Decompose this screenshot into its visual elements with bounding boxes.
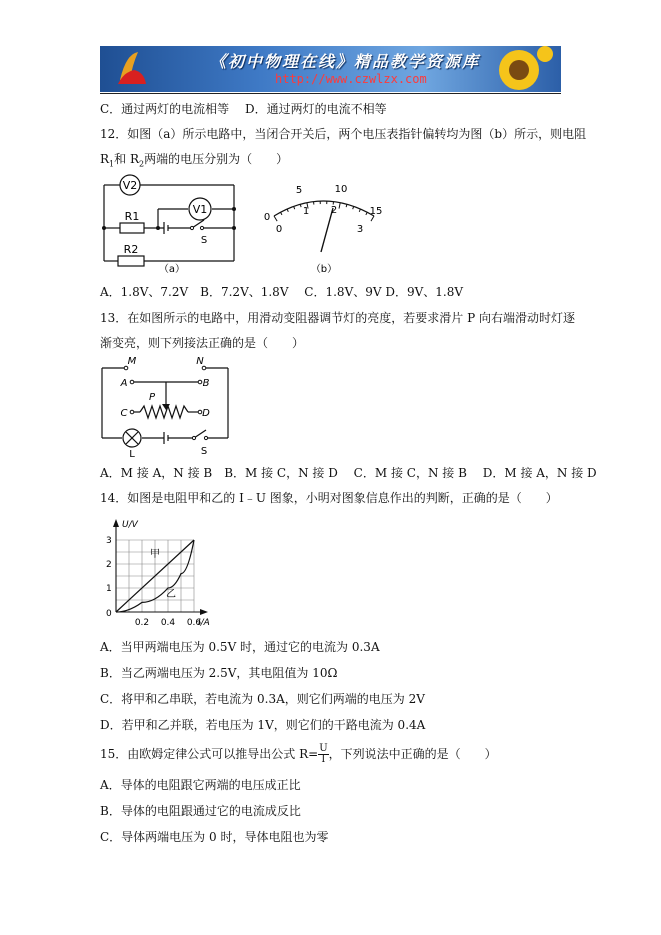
fraction-u-over-i: $\frac{U}{I}$ <box>319 743 328 765</box>
x-tick-label: 0.6 <box>186 618 202 628</box>
q12-stem-line1: 12．如图（a）所示电路中，当闭合开关后，两个电压表指针偏转均为图（b）所示，则电阻 <box>100 127 587 141</box>
series-yi-label: 乙 <box>166 589 176 600</box>
slider-p-label: P <box>148 392 156 403</box>
header-rule <box>100 93 561 94</box>
y-tick-label: 3 <box>106 536 112 546</box>
meter-tick <box>287 209 288 212</box>
q14-option-d: D．若甲和乙并联，若电压为 1V，则它们的干路电流为 0.4A <box>100 718 426 732</box>
rheostat-circuit-diagram <box>100 354 235 459</box>
logo-icon <box>116 50 148 88</box>
q15-stem: 15．由欧姆定律公式可以推导出公式 R= $\frac{U}{I}$ ，下列说法中正确的是（ ） <box>100 743 497 765</box>
bottom-tick-0: 0 <box>275 224 283 235</box>
q13-stem-line2: 渐变亮，则下列接法正确的是（ ） <box>100 336 305 350</box>
sunflower-icon <box>479 46 553 92</box>
terminal-m-label: M <box>127 356 137 367</box>
y-axis-label: U/V <box>122 520 138 530</box>
figure-a-caption: （a） <box>158 264 186 275</box>
circuit-diagram-a <box>100 173 245 275</box>
meter-tick <box>274 216 277 221</box>
switch-s-label: S <box>200 235 208 246</box>
q15-option-a: A．导体的电阻跟它两端的电压成正比 <box>100 778 301 792</box>
bottom-tick-1: 1 <box>302 206 310 217</box>
terminal-d-label: D <box>202 408 210 419</box>
figure-b-caption: （b） <box>310 264 338 275</box>
top-tick-15: 15 <box>369 206 383 217</box>
q13-options: A．M 接 A，N 接 B B．M 接 C，N 接 D C．M 接 C，N 接 B D．M 接 A，N 接 D <box>100 466 597 480</box>
terminal-b-label: B <box>202 378 210 389</box>
q14-option-a: A．当甲两端电压为 0.5V 时，通过它的电流为 0.3A <box>100 640 380 654</box>
top-tick-10: 10 <box>334 184 348 195</box>
meter-tick <box>294 206 295 209</box>
bottom-tick-2: 2 <box>330 205 338 216</box>
voltmeter-dial-b <box>258 180 388 275</box>
q13-stem-line1: 13．在如图所示的电路中，用滑动变阻器调节灯的亮度，若要求滑片 P 向右端滑动时灯逐 <box>100 311 575 325</box>
q11-options-cd: C．通过两灯的电流相等 D．通过两灯的电流不相等 <box>100 102 387 116</box>
q12-options: A．1.8V、7.2V B．7.2V、1.8V C．1.8V、9V D．9V、1.8V <box>100 285 464 299</box>
y-tick-label: 1 <box>106 584 112 594</box>
x-tick-label: 0.4 <box>160 618 176 628</box>
q14-stem: 14．如图是电阻甲和乙的 I﹣U 图象，小明对图象信息作出的判断，正确的是（ ） <box>100 491 558 505</box>
meter-tick <box>353 206 354 209</box>
meter-tick <box>339 203 340 209</box>
terminal-n-label: N <box>196 356 204 367</box>
bottom-tick-3: 3 <box>356 224 364 235</box>
voltmeter-v1-label: V1 <box>192 203 208 216</box>
switch-s-label: S <box>200 446 208 457</box>
resistor-r1-label: R1 <box>124 210 140 223</box>
x-axis-label: I/A <box>198 618 210 628</box>
q15-option-b: B．导体的电阻跟通过它的电流成反比 <box>100 804 301 818</box>
x-tick-label: 0.2 <box>134 618 150 628</box>
meter-tick <box>359 209 360 212</box>
meter-tick <box>366 212 367 215</box>
header-banner <box>100 46 561 92</box>
meter-tick <box>281 212 282 215</box>
y-tick-label: 2 <box>106 560 112 570</box>
header-url[interactable]: http://www.czwlzx.com <box>275 72 427 86</box>
voltmeter-v2-label: V2 <box>122 179 138 192</box>
header-title: 《初中物理在线》精品教学资源库 <box>210 52 481 71</box>
terminal-a-label: A <box>120 378 128 389</box>
series-jia-label: 甲 <box>150 549 160 560</box>
q15-option-c: C．导体两端电压为 0 时，导体电阻也为零 <box>100 830 329 844</box>
top-tick-5: 5 <box>295 185 303 196</box>
lamp-l-label: L <box>129 449 135 459</box>
terminal-c-label: C <box>120 408 128 419</box>
q14-option-b: B．当乙两端电压为 2.5V，其电阻值为 10Ω <box>100 666 338 680</box>
origin-label: 0 <box>106 609 112 619</box>
q14-option-c: C．将甲和乙串联，若电流为 0.3A，则它们两端的电压为 2V <box>100 692 425 706</box>
resistor-r2-label: R2 <box>123 243 139 256</box>
top-tick-0: 0 <box>263 212 271 223</box>
iv-graph <box>100 515 225 630</box>
q12-stem-line2: $R_1$和 $R_2$两端的电压分别为（ ） <box>100 152 289 169</box>
